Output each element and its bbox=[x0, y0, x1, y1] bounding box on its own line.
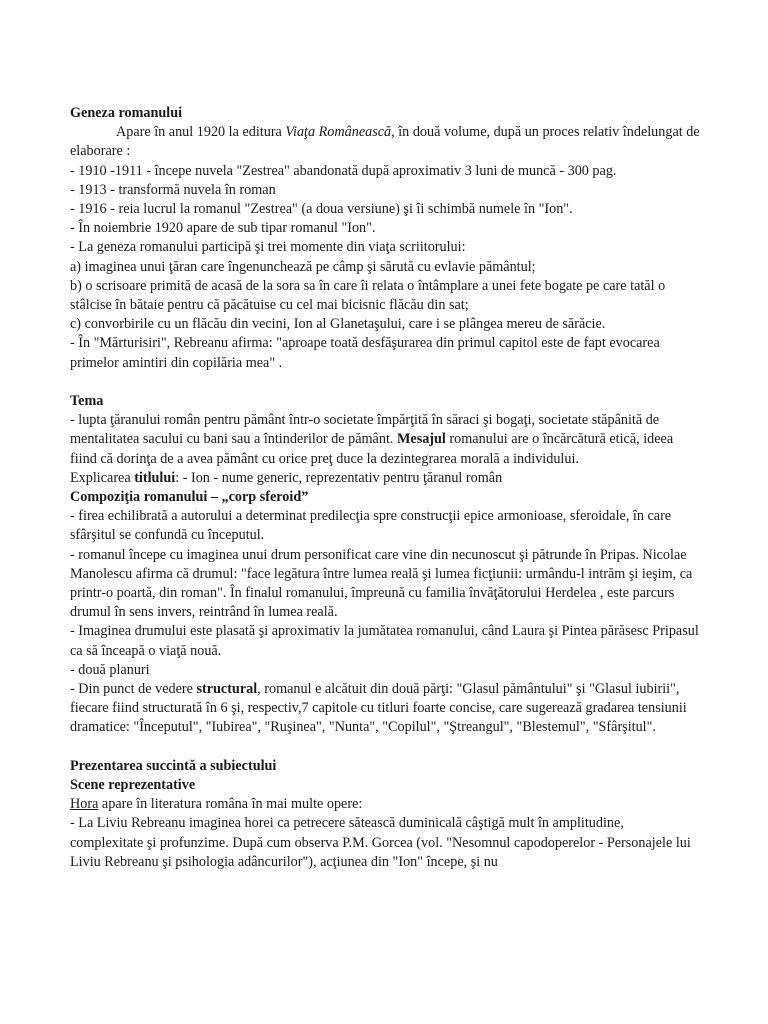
geneza-line: - În "Mărturisiri", Rebreanu afirma: "aproape toată desfăşurarea din primul capitol este de fapt evocarea primelor amintiri din copilăria mea" . bbox=[70, 335, 660, 371]
geneza-line: a) imaginea unui ţăran care îngenunchează pe câmp şi sărută cu evlavie pământul; bbox=[70, 258, 536, 275]
paragraph-structura: - Din punct de vedere structural, romanul e alcătuit din două părţi: "Glasul pământului" şi "Glasul iubirii", fiecare fiind structurată în 6 şi, respectiv,7 capitole cu titluri foarte concise, care sugerează gradarea tensiunii dramatice: "Începutul", "Iubirea", "Ruşinea", "Nunta", "Copilul", "Ştreangul", "Blestemul", "Sfârşitul". bbox=[70, 681, 687, 736]
intro-text: Apare în anul 1920 la editura bbox=[116, 124, 286, 141]
mesajul-term: Mesajul bbox=[397, 431, 446, 448]
geneza-line: b) o scrisoare primită de acasă de la sora sa în care îi relata o întâmplare a unei fete bogate pe care tatăl o stâlcise în bătaie pentru că păcătuise cu cel mai bicisnic flăcău din sat; bbox=[70, 277, 666, 314]
paragraph-hora: Hora apare în literatura româna în mai multe opere: bbox=[70, 796, 363, 813]
intro-text-end: în două volume, după un proces relativ îndelungat de elaborare : bbox=[70, 124, 700, 160]
spacer bbox=[70, 373, 700, 392]
paragraph-compozitie: - romanul începe cu imaginea unui drum personificat care vine din necunoscut şi pătrunde în Pripas. Nicolae Manolescu afirma că drumul: "face legătura între lumea reală şi lumea ficţiunii: urmându-l intrăm şi ieşim, ca printr-o poartă, din roman". În finalul romanului, împreună cu familia învăţătorului Herdelea , este parcurs drumul în sens invers, reintrând în lumea reală. bbox=[70, 546, 693, 621]
titlul-term: titlului bbox=[134, 469, 176, 486]
paragraph-compozitie: - două planuri bbox=[70, 661, 150, 678]
document-page bbox=[70, 104, 700, 872]
geneza-line: - 1910 -1911 - începe nuvela "Zestrea" abandonată după aproximativ 3 luni de muncă - 300 pag. bbox=[70, 162, 617, 179]
heading-tema: Tema bbox=[70, 393, 104, 410]
geneza-line: - 1913 - transformă nuvela în roman bbox=[70, 181, 276, 198]
paragraph-tema: - lupta ţăranului român pentru pământ într-o societate împărţită în săraci şi bogaţi, societate stăpânită de mentalitatea sacului cu bani sau a întinderilor de pământ. Mesajul romanului are o încărcătură etică, ideea fiind că dorinţa de a avea pământ cu orice preţ duce la dezintegrarea morală a individului. bbox=[70, 412, 674, 467]
paragraph-geneza-intro bbox=[70, 123, 700, 161]
paragraph-compozitie: - firea echilibrată a autorului a determinat predilecţia spre construcţii epice armonioase, sferoidale, în care sfârşitul se confundă cu începutul. bbox=[70, 508, 672, 544]
paragraph-compozitie: - Imaginea drumului este plasată şi aproximativ la jumătatea romanului, când Laura şi Pintea părăsesc Pripasul ca să înceapă o viaţă nouă. bbox=[70, 623, 699, 659]
geneza-line: - În noiembrie 1920 apare de sub tipar romanul "Ion". bbox=[70, 220, 376, 237]
heading-compozitie: Compoziţia romanului – „corp sferoid” bbox=[70, 489, 309, 506]
intro-publisher: Viaţa Românească, bbox=[285, 124, 395, 141]
heading-scene: Scene reprezentative bbox=[70, 777, 196, 794]
hora-term: Hora bbox=[70, 796, 99, 813]
paragraph-rebreanu: - La Liviu Rebreanu imaginea horei ca petrecere sătească duminicală câştigă mult în amplitudine, complexitate şi profunzime. După cum observa P.M. Gorcea (vol. "Nesomnul capodoperelor - Personajele lui Liviu Rebreanu şi psihologia adâncurilor"), acţiunea din "Ion" începe, şi nu bbox=[70, 815, 691, 870]
geneza-line: - 1916 - reia lucrul la romanul "Zestrea" (a doua versiune) şi îi schimbă numele în "Ion". bbox=[70, 201, 573, 218]
spacer bbox=[70, 738, 700, 757]
structural-term: structural bbox=[196, 681, 258, 698]
geneza-line: - La geneza romanului participă şi trei momente din viaţa scriitorului: bbox=[70, 239, 466, 256]
geneza-line: c) convorbirile cu un flăcău din vecini, Ion al Glanetaşului, care i se plângea mereu de sărăcie. bbox=[70, 316, 606, 333]
heading-geneza: Geneza romanului bbox=[70, 105, 183, 121]
heading-prezentare: Prezentarea succintă a subiectului bbox=[70, 757, 277, 774]
paragraph-titlu: Explicarea titlului: - Ion - nume generic, reprezentativ pentru ţăranul român bbox=[70, 469, 503, 486]
